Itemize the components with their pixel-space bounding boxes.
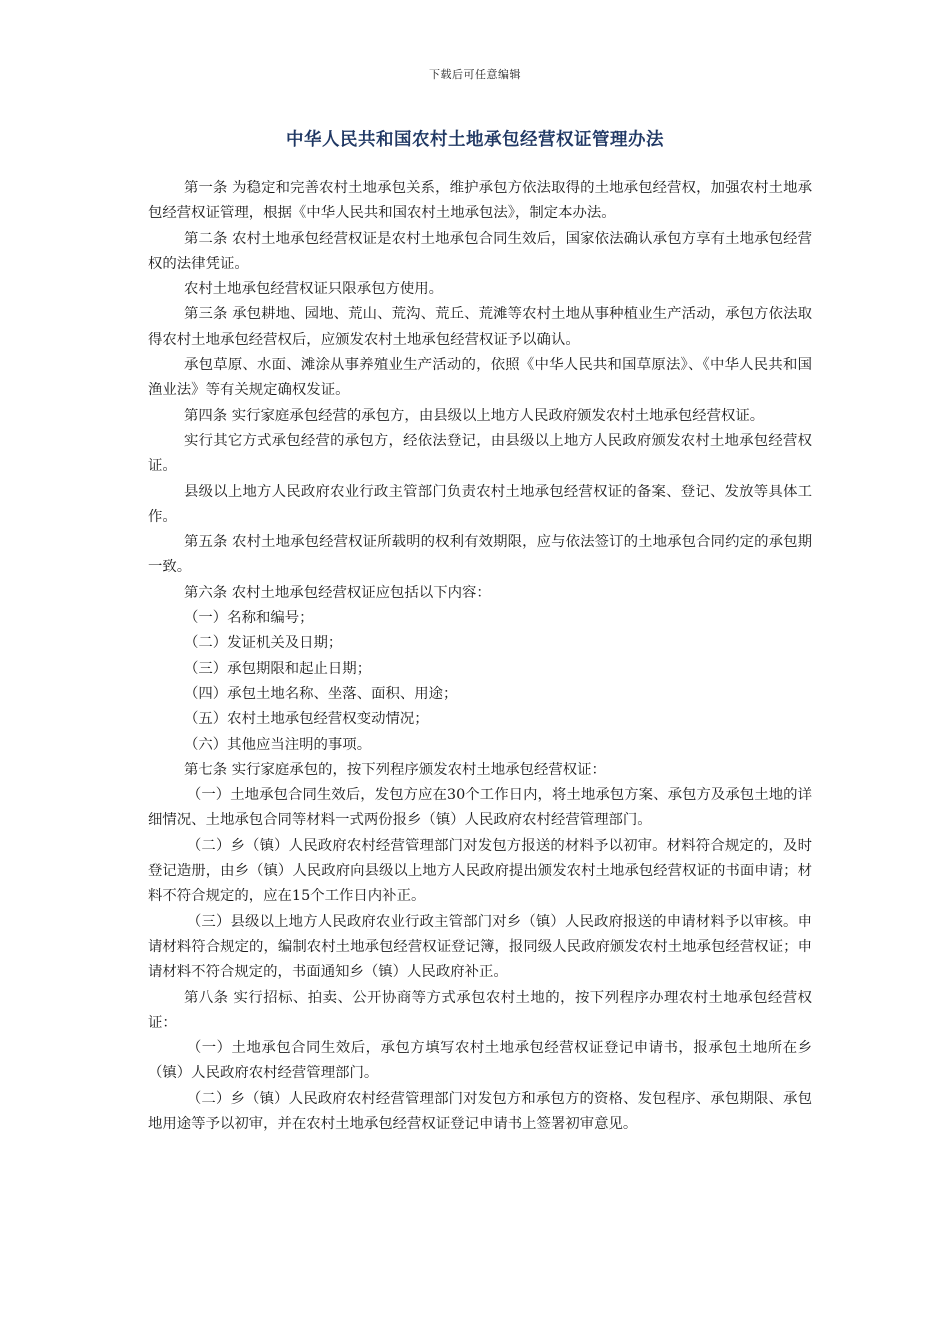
paragraph: 实行其它方式承包经营的承包方，经依法登记，由县级以上地方人民政府颁发农村土地承包经营权证。 xyxy=(148,432,812,475)
document-title: 中华人民共和国农村土地承包经营权证管理办法 xyxy=(286,130,664,150)
list-item: （三）承包期限和起止日期； xyxy=(184,660,372,677)
paragraph: 县级以上地方人民政府农业行政主管部门负责农村土地承包经营权证的备案、登记、发放等具体工作。 xyxy=(148,483,812,525)
list-item: （三）县级以上地方人民政府农业行政主管部门对乡（镇）人民政府报送的申请材料予以审核。申请材料符合规定的，编制农村土地承包经营权证登记簿，报同级人民政府颁发农村土地承包经营权证；申请材料不符合规定的，书面通知乡（镇）人民政府补正。 xyxy=(148,913,812,981)
list-item: （二）乡（镇）人民政府农村经营管理部门对发包方报送的材料予以初审。材料符合规定的，及时登记造册，由乡（镇）人民政府向县级以上地方人民政府提出颁发农村土地承包经营权证的书面申请；材料不符合规定的，应在15个工作日内补正。 xyxy=(148,837,812,905)
list-item: （五）农村土地承包经营权变动情况； xyxy=(184,711,429,728)
list-item: （六）其他应当注明的事项。 xyxy=(184,736,372,753)
paragraph-article-1: 第一条 为稳定和完善农村土地承包关系，维护承包方依法取得的土地承包经营权，加强农村土地承包经营权证管理，根据《中华人民共和国农村土地承包法》，制定本办法。 xyxy=(148,180,812,222)
paragraph-article-6: 第六条 农村土地承包经营权证应包括以下内容： xyxy=(184,584,491,601)
list-item: （二）乡（镇）人民政府农村经营管理部门对发包方和承包方的资格、发包程序、承包期限、承包地用途等予以初审，并在农村土地承包经营权证登记申请书上签署初审意见。 xyxy=(148,1090,812,1132)
list-item: （一）土地承包合同生效后，承包方填写农村土地承包经营权证登记申请书，报承包土地所在乡（镇）人民政府农村经营管理部门。 xyxy=(148,1040,812,1082)
paragraph: 承包草原、水面、滩涂从事养殖业生产活动的，依照《中华人民共和国草原法》、《中华人民共和国渔业法》等有关规定确权发证。 xyxy=(148,357,812,399)
document-body xyxy=(148,176,812,1137)
paragraph-article-3: 第三条 承包耕地、园地、荒山、荒沟、荒丘、荒滩等农村土地从事种植业生产活动，承包方依法取得农村土地承包经营权后，应颁发农村土地承包经营权证予以确认。 xyxy=(148,306,812,348)
paragraph-article-7: 第七条 实行家庭承包的，按下列程序颁发农村土地承包经营权证： xyxy=(184,761,606,778)
list-item: （四）承包土地名称、坐落、面积、用途； xyxy=(184,685,458,702)
list-item: （一）土地承包合同生效后，发包方应在30个工作日内，将土地承包方案、承包方及承包土地的详细情况、土地承包合同等材料一式两份报乡（镇）人民政府农村经营管理部门。 xyxy=(148,787,812,829)
list-item: （一）名称和编号； xyxy=(184,610,314,627)
paragraph-article-2: 第二条 农村土地承包经营权证是农村土地承包合同生效后，国家依法确认承包方享有土地承包经营权的法律凭证。 xyxy=(148,230,812,272)
list-item: （二）发证机关及日期； xyxy=(184,635,343,652)
header-note: 下载后可任意编辑 xyxy=(429,68,521,81)
paragraph: 农村土地承包经营权证只限承包方使用。 xyxy=(184,281,444,298)
paragraph-article-5: 第五条 农村土地承包经营权证所载明的权利有效期限，应与依法签订的土地承包合同约定的承包期一致。 xyxy=(148,534,812,576)
paragraph-article-4: 第四条 实行家庭承包经营的承包方，由县级以上地方人民政府颁发农村土地承包经营权证。 xyxy=(184,407,765,424)
paragraph-article-8: 第八条 实行招标、拍卖、公开协商等方式承包农村土地的，按下列程序办理农村土地承包经营权证： xyxy=(148,989,812,1031)
